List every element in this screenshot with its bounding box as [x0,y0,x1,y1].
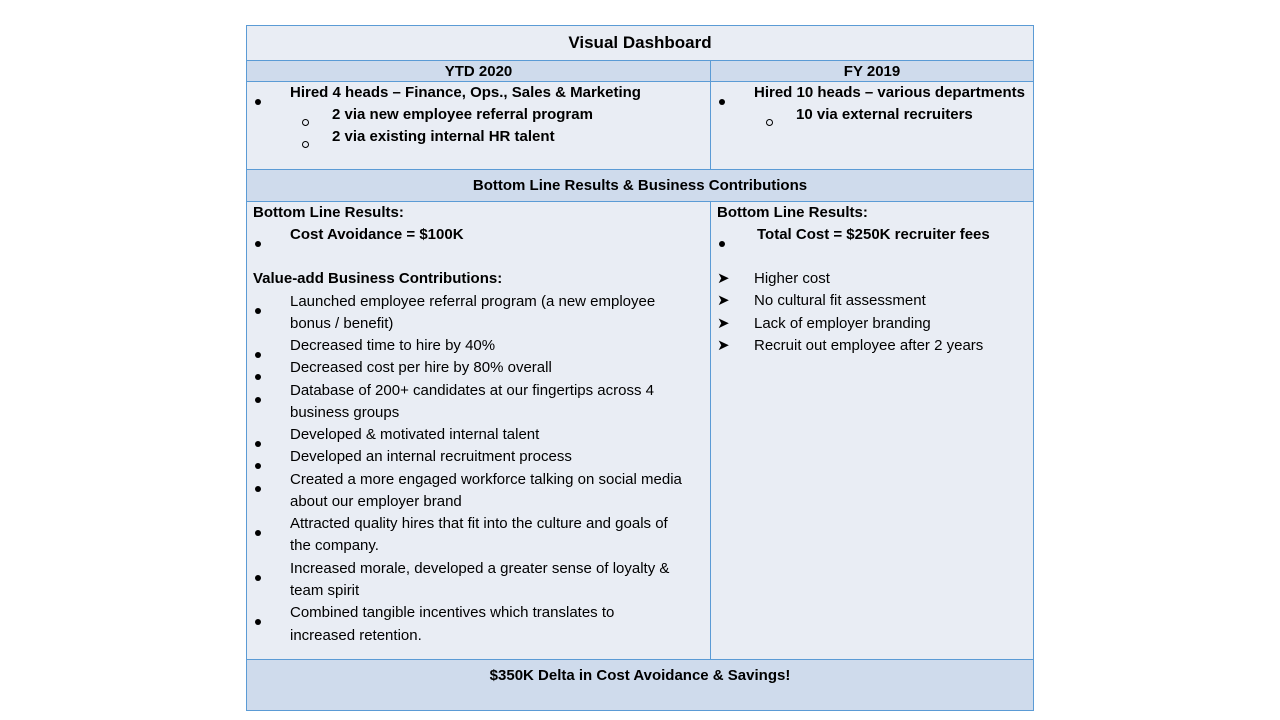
list-item: No cultural fit assessment [754,292,926,309]
hires-main-fy: Hired 10 heads – various departments [754,84,1025,101]
list-item: Recruit out employee after 2 years [754,337,984,354]
bullet-icon [255,91,261,111]
bullet-icon [255,300,261,320]
list-item-cont: about our employer brand [290,493,462,510]
list-item: Launched employee referral program (a new employee [290,293,656,310]
circle-bullet-icon [766,112,773,132]
hires-sub-fy-1: 10 via external recruiters [796,106,973,123]
list-item-cont: increased retention. [290,627,422,644]
circle-bullet-icon [302,112,309,132]
footer-summary: $350K Delta in Cost Avoidance & Savings! [489,667,791,684]
body-row [247,202,1033,660]
bullet-icon [255,344,261,364]
arrowhead-bullet-icon: ➤ [717,270,730,287]
section-header-row [247,170,1033,202]
list-item-cont: team spirit [290,582,360,599]
list-item: Database of 200+ candidates at our fingertips across 4 [290,382,654,399]
list-item: Lack of employer branding [754,315,931,332]
hires-sub-ytd-1: 2 via new employee referral program [332,106,593,123]
bullet-icon [255,567,261,587]
list-item: Attracted quality hires that fit into the culture and goals of [290,515,668,532]
bullet-icon [255,433,261,453]
list-item-cont: bonus / benefit) [290,315,394,332]
hires-cell-fy-2019 [711,82,1033,169]
results-label-ytd: Bottom Line Results: [253,204,404,221]
list-item-cont: the company. [290,537,379,554]
column-header-row [247,61,1033,82]
list-item: Developed an internal recruitment process [290,448,572,465]
contributions-label: Value-add Business Contributions: [253,270,503,287]
bullet-icon [255,455,261,475]
list-item: Created a more engaged workforce talking on social media [290,471,682,488]
column-header-ytd-2020: YTD 2020 [247,61,711,81]
list-item: Decreased time to hire by 40% [290,337,496,354]
bullet-icon [255,233,261,253]
bullet-icon [719,91,725,111]
bullet-icon [255,389,261,409]
body-cell-fy-2019 [711,202,1033,659]
list-item-cont: business groups [290,404,400,421]
circle-bullet-icon [302,134,309,154]
list-item: Increased morale, developed a greater sense of loyalty & [290,560,670,577]
title-row [247,26,1033,61]
results-item-ytd: Cost Avoidance = $100K [290,226,464,243]
list-item: Higher cost [754,270,830,287]
section-header: Bottom Line Results & Business Contributions [472,177,808,194]
bullet-icon [719,233,725,253]
results-label-fy: Bottom Line Results: [717,204,868,221]
hires-sub-ytd-2: 2 via existing internal HR talent [332,128,555,145]
arrowhead-bullet-icon: ➤ [717,292,730,309]
hires-main-ytd: Hired 4 heads – Finance, Ops., Sales & Marketing [290,84,641,101]
results-item-fy: Total Cost = $250K recruiter fees [757,226,990,243]
body-cell-ytd-2020 [247,202,711,659]
bullet-icon [255,366,261,386]
arrowhead-bullet-icon: ➤ [717,337,730,354]
list-item: Developed & motivated internal talent [290,426,540,443]
hires-cell-ytd-2020 [247,82,711,169]
hires-row [247,82,1033,170]
bullet-icon [255,478,261,498]
footer-row [247,660,1033,710]
list-item: Decreased cost per hire by 80% overall [290,359,552,376]
list-item: Combined tangible incentives which translates to [290,604,615,621]
dashboard-table [246,25,1034,711]
dashboard-title: Visual Dashboard [568,33,712,52]
bullet-icon [255,522,261,542]
column-header-fy-2019: FY 2019 [843,63,901,80]
arrowhead-bullet-icon: ➤ [717,315,730,332]
bullet-icon [255,611,261,631]
